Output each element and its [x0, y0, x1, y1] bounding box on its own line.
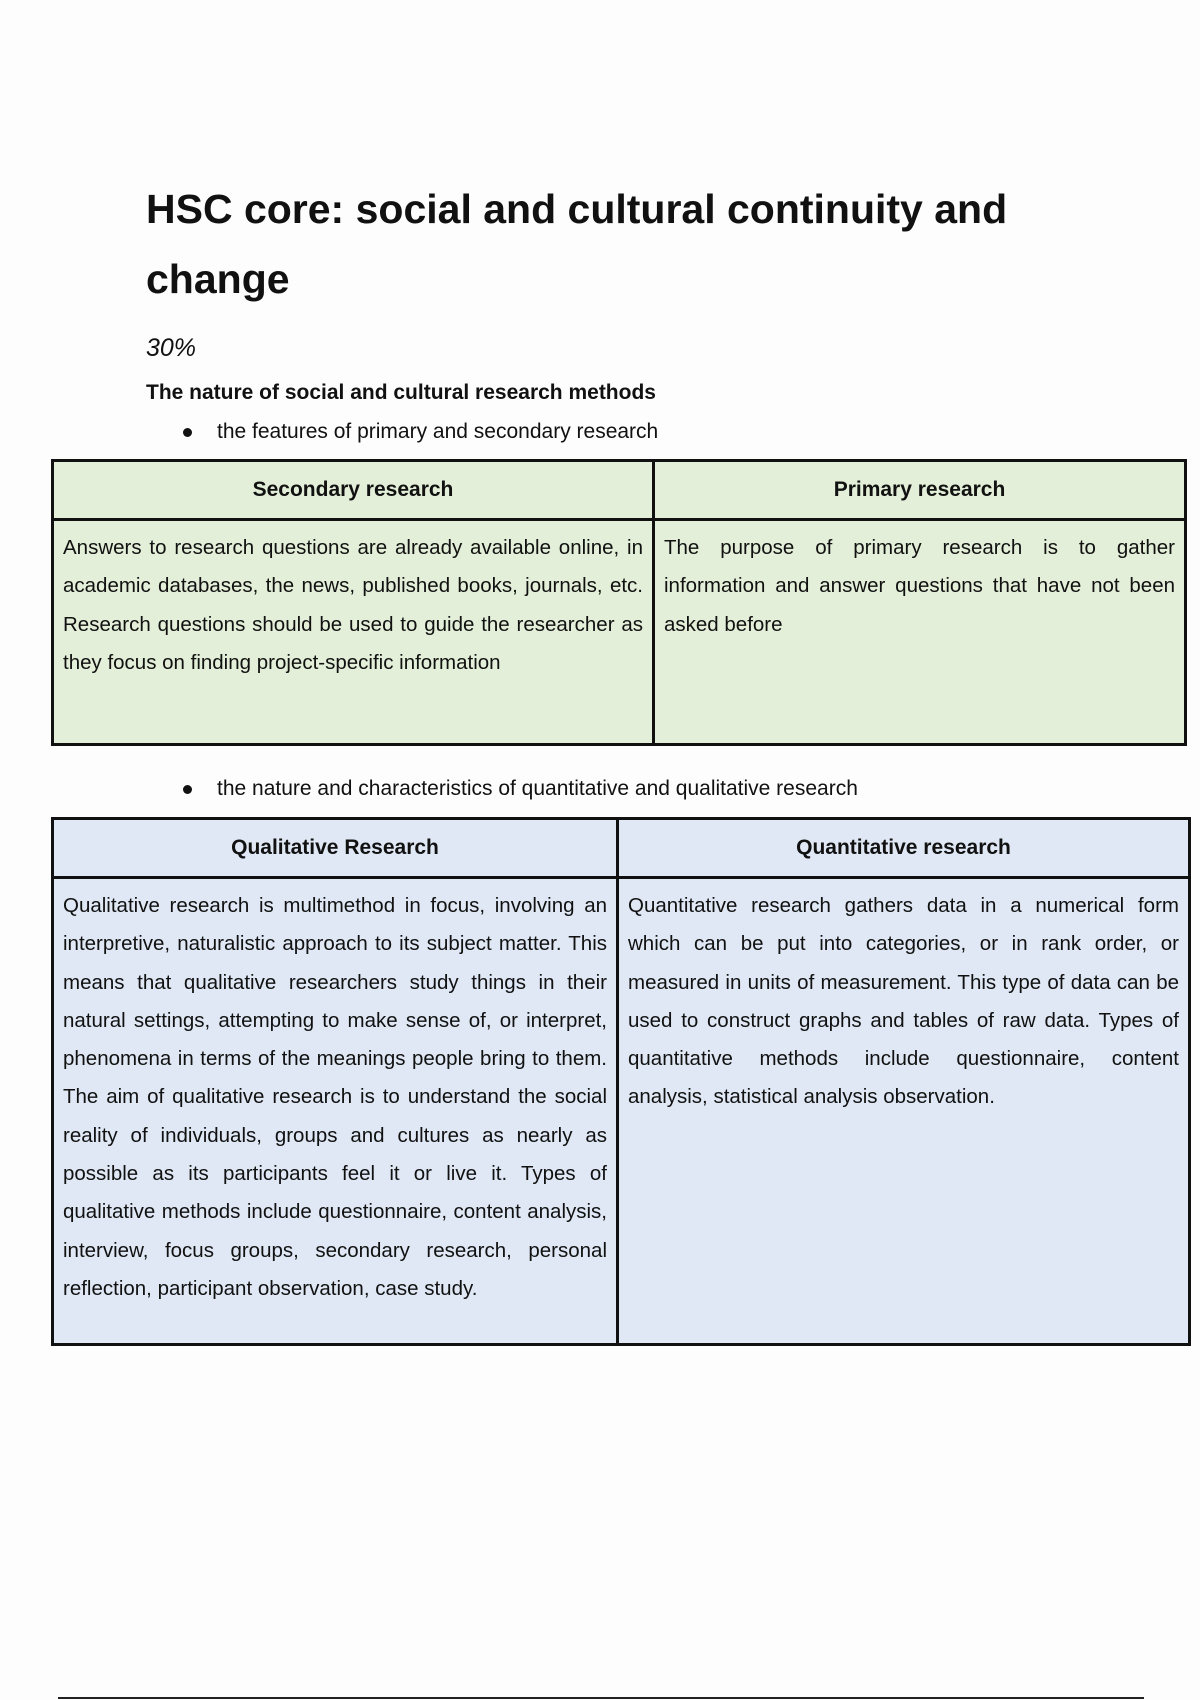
section-heading: The nature of social and cultural research methods	[146, 381, 656, 404]
table-row	[53, 520, 1186, 745]
table-row	[53, 878, 1190, 1345]
table-cell-qualitative: Qualitative research is multimethod in focus, involving an interpretive, naturalistic approach to its subject matter. This means that qualitative researchers study things in their natural settings, attempting to make sense of, or interpret, phenomena in terms of the meanings people bring to them. The aim of qualitative research is to understand the social reality of individuals, groups and cultures as nearly as possible as its participants feel it or live it. Types of qualitative methods include questionnaire, content analysis, interview, focus groups, secondary research, personal reflection, participant observation, case study.	[53, 878, 618, 1345]
table-cell-quantitative: Quantitative research gathers data in a numerical form which can be put into categories, or in rank order, or measured in units of measurement. This type of data can be used to construct graphs and tables of raw data. Types of quantitative methods include questionnaire, content analysis, statistical analysis observation.	[618, 878, 1190, 1345]
bullet-icon	[183, 785, 192, 794]
bullet-item	[183, 777, 858, 801]
table-cell-primary: The purpose of primary research is to gather information and answer questions that have not been asked before	[654, 520, 1186, 745]
table-header-row	[53, 461, 1186, 520]
bullet-item	[183, 420, 658, 444]
table-cell-secondary: Answers to research questions are already available online, in academic databases, the news, published books, journals, etc. Research questions should be used to guide the researcher as they focus on finding project-specific information	[53, 520, 654, 745]
table-header-primary: Primary research	[654, 461, 1186, 520]
bullet-icon	[183, 428, 192, 437]
table-header-secondary: Secondary research	[53, 461, 654, 520]
page-title: HSC core: social and cultural continuity and change	[146, 186, 1008, 302]
bullet-text: the features of primary and secondary research	[217, 420, 659, 443]
bullet-text: the nature and characteristics of quantitative and qualitative research	[217, 777, 858, 800]
footer-divider	[58, 1697, 1144, 1699]
weighting-percent: 30%	[146, 334, 197, 362]
research-methods-table	[51, 817, 1191, 1346]
table-header-row	[53, 819, 1190, 878]
research-type-table	[51, 459, 1187, 746]
table-header-qualitative: Qualitative Research	[53, 819, 618, 878]
table-header-quantitative: Quantitative research	[618, 819, 1190, 878]
